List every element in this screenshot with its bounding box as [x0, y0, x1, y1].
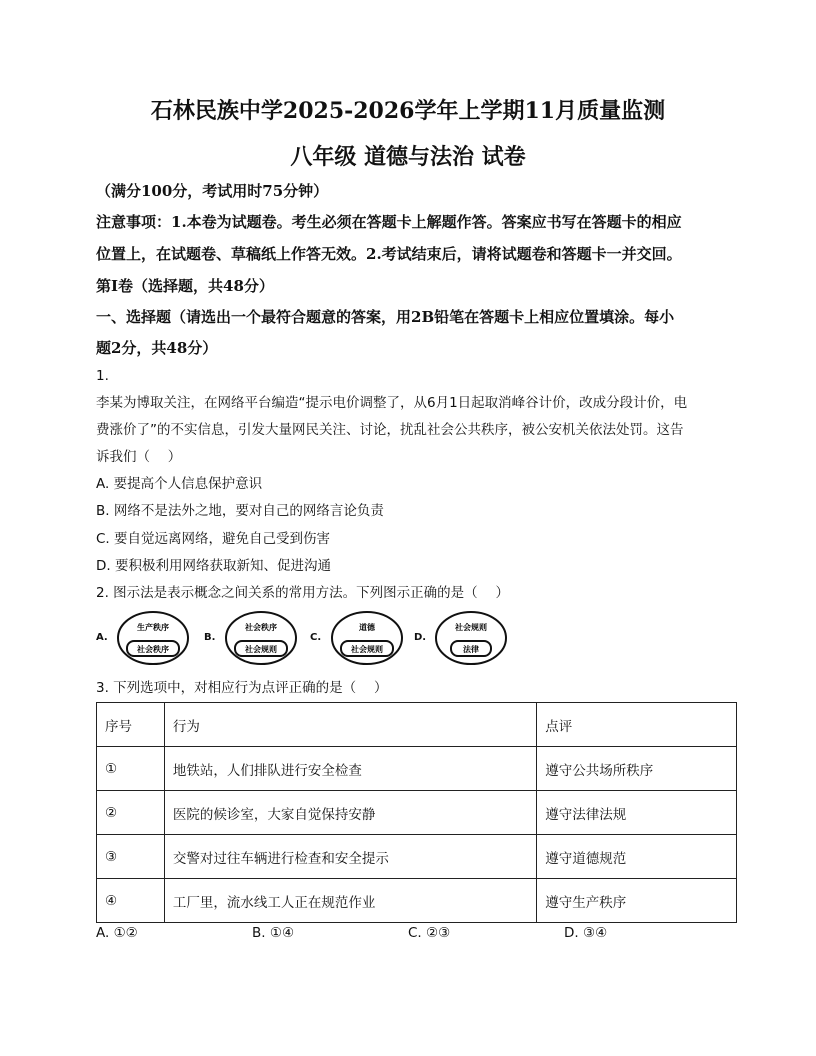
table-header-cell: 序号 — [97, 703, 165, 747]
table-row — [97, 835, 737, 879]
table-row — [97, 747, 737, 791]
diagram-c-outer-text: 道德 — [359, 623, 375, 632]
q2-diagram-b — [204, 610, 300, 666]
table-cell: ④ — [97, 879, 165, 923]
table-cell: ② — [97, 791, 165, 835]
table-header-cell: 行为 — [164, 703, 536, 747]
table-cell: ③ — [97, 835, 165, 879]
exam-title: 石林民族中学2025-2026学年上学期11月质量监测 — [150, 98, 666, 124]
q1-option-c: C. 要自觉远离网络，避免自己受到伤害 — [96, 531, 331, 547]
notice-line-2: 位置上，在试题卷、草稿纸上作答无效。2.考试结束后，请将试题卷和答题卡一并交回。 — [96, 245, 682, 263]
diagram-a-figure — [116, 610, 190, 666]
q3-option-c: C. ②③ — [408, 925, 451, 941]
diagram-d-outer-text: 社会规则 — [455, 623, 487, 632]
table-cell: ① — [97, 747, 165, 791]
section-heading-line-1: 一、选择题（请选出一个最符合题意的答案，用2B铅笔在答题卡上相应位置填涂。每小 — [96, 308, 675, 326]
q2-diagrams — [96, 610, 516, 666]
table-cell: 遵守法律法规 — [537, 791, 737, 835]
q1-stem-line-1: 李某为博取关注，在网络平台编造“提示电价调整了，从6月1日起取消峰谷计价，改成分段计价，电 — [96, 395, 688, 411]
q2-stem: 2. 图示法是表示概念之间关系的常用方法。下列图示正确的是（ ） — [96, 585, 509, 601]
diagram-c-figure — [330, 610, 404, 666]
q3-option-b: B. ①④ — [252, 925, 295, 941]
diagram-a-inner-text: 社会秩序 — [137, 645, 169, 654]
part-heading: 第Ⅰ卷（选择题，共48分） — [96, 277, 274, 295]
table-cell: 遵守生产秩序 — [537, 879, 737, 923]
table-cell: 遵守公共场所秩序 — [537, 747, 737, 791]
table-header-cell: 点评 — [537, 703, 737, 747]
q1-option-d: D. 要积极利用网络获取新知、促进沟通 — [96, 558, 331, 574]
table-cell: 遵守道德规范 — [537, 835, 737, 879]
diagram-a-label: A. — [96, 632, 108, 643]
q1-option-a: A. 要提高个人信息保护意识 — [96, 476, 263, 492]
table-cell: 工厂里，流水线工人正在规范作业 — [164, 879, 536, 923]
diagram-d-inner-text: 法律 — [463, 645, 479, 654]
notice-line-1: 注意事项：1.本卷为试题卷。考生必须在答题卡上解题作答。答案应书写在答题卡的相应 — [96, 213, 682, 231]
q3-options — [96, 925, 736, 945]
diagram-b-inner-text: 社会规则 — [245, 645, 277, 654]
diagram-b-label: B. — [204, 632, 216, 643]
q2-diagram-c — [310, 610, 406, 666]
diagram-b-figure — [224, 610, 298, 666]
table-cell: 医院的候诊室，大家自觉保持安静 — [164, 791, 536, 835]
table-row — [97, 791, 737, 835]
q2-diagram-d — [414, 610, 510, 666]
q1-number: 1. — [96, 368, 109, 384]
diagram-c-inner-text: 社会规则 — [351, 645, 383, 654]
table-cell: 交警对过往车辆进行检查和安全提示 — [164, 835, 536, 879]
diagram-c-label: C. — [310, 632, 322, 643]
table-cell: 地铁站，人们排队进行安全检查 — [164, 747, 536, 791]
diagram-d-figure — [434, 610, 508, 666]
q3-stem: 3. 下列选项中，对相应行为点评正确的是（ ） — [96, 680, 388, 696]
table-row — [97, 879, 737, 923]
q1-stem-line-2: 费涨价了”的不实信息，引发大量网民关注、讨论，扰乱社会公共秩序，被公安机关依法处罚。这告 — [96, 422, 684, 438]
q3-option-d: D. ③④ — [564, 925, 608, 941]
q2-diagram-a — [96, 610, 192, 666]
diagram-b-outer-text: 社会秩序 — [245, 623, 277, 632]
q1-stem-line-3: 诉我们（ ） — [96, 449, 182, 465]
table-header-row — [97, 703, 737, 747]
q3-table — [96, 702, 737, 923]
q3-option-a: A. ①② — [96, 925, 138, 941]
section-heading-line-2: 题2分，共48分） — [96, 339, 218, 357]
diagram-d-label: D. — [414, 632, 427, 643]
q1-option-b: B. 网络不是法外之地，要对自己的网络言论负责 — [96, 503, 384, 519]
exam-subtitle: 八年级 道德与法治 试卷 — [290, 144, 526, 170]
diagram-a-outer-text: 生产秩序 — [137, 623, 169, 632]
score-time-note: （满分100分，考试用时75分钟） — [96, 182, 329, 200]
